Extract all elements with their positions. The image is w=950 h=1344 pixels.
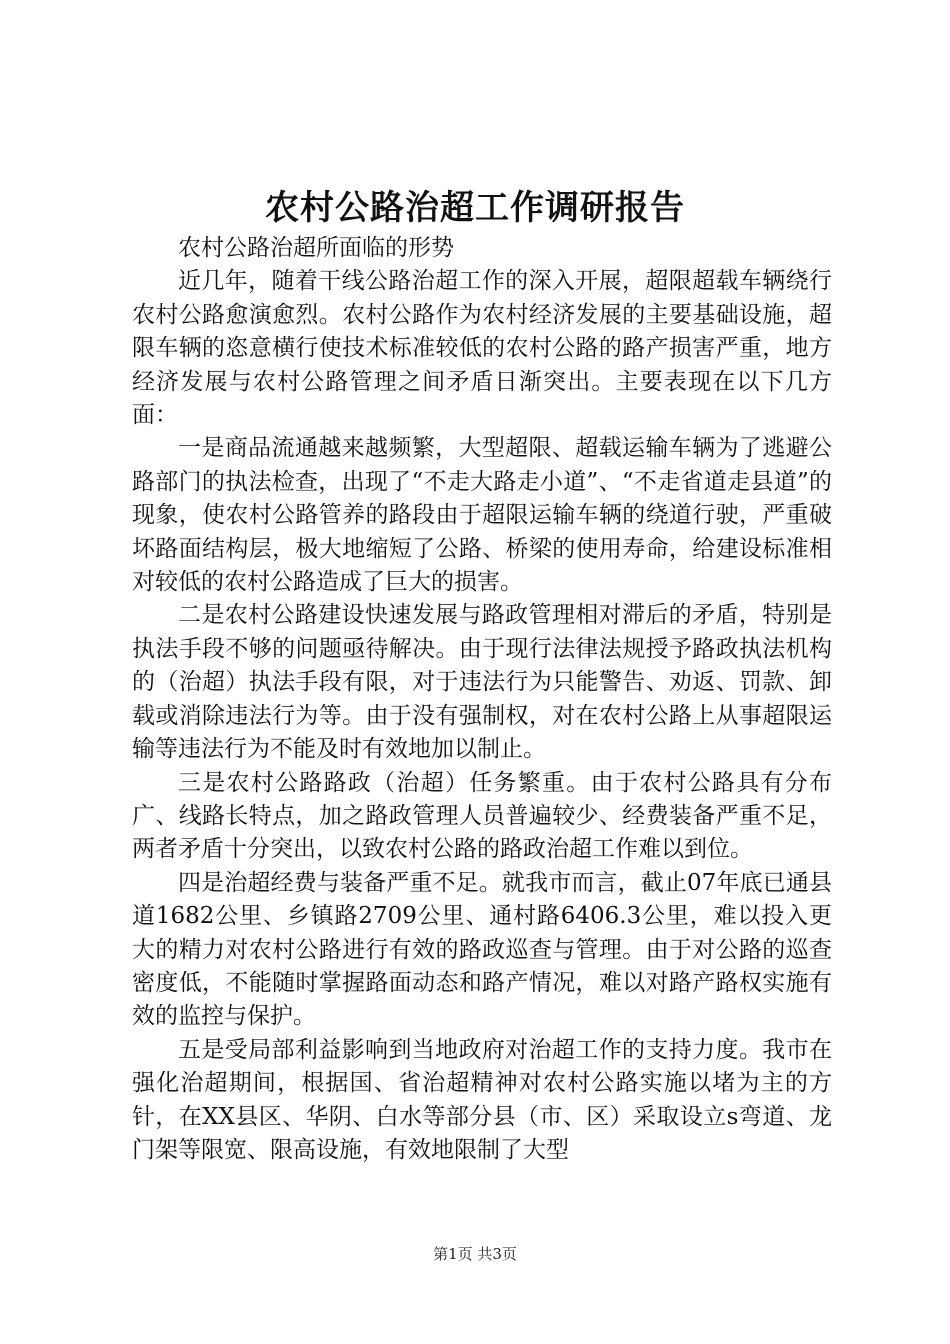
paragraph-point-4: 四是治超经费与装备严重不足。就我市而言，截止07年底已通县道1682公里、乡镇路2709公里、通村路6406.3公里，难以投入更大的精力对农村公路进行有效的路政巡查与管理。由于对公路的巡查密度低，不能随时掌握路面动态和路产情况，难以对路产路权实施有效的监控与保护。 (132, 869, 832, 1030)
paragraph-point-5: 五是受局部利益影响到当地政府对治超工作的支持力度。我市在强化治超期间，根据国、省治超精神对农村公路实施以堵为主的方针，在XX县区、华阴、白水等部分县（市、区）采取设立s弯道、龙门架等限宽、限高设施，有效地限制了大型 (132, 1036, 832, 1163)
document-title: 农村公路治超工作调研报告 (265, 188, 685, 228)
page-number-footer: 第1页 共3页 (433, 1245, 517, 1263)
paragraph-point-2: 二是农村公路建设快速发展与路政管理相对滞后的矛盾，特别是执法手段不够的问题亟待解决。由于现行法律法规授予路政执法机构的（治超）执法手段有限，对于违法行为只能警告、劝返、罚款、卸载或消除违法行为等。由于没有强制权，对在农村公路上从事超限运输等违法行为不能及时有效地加以制止。 (132, 602, 832, 763)
section-heading: 农村公路治超所面临的形势 (178, 235, 454, 261)
paragraph-point-3: 三是农村公路路政（治超）任务繁重。由于农村公路具有分布广、线路长特点，加之路政管理人员普遍较少、经费装备严重不足，两者矛盾十分突出，以致农村公路的路政治超工作难以到位。 (132, 769, 832, 863)
paragraph-intro: 近几年，随着干线公路治超工作的深入开展，超限超载车辆绕行农村公路愈演愈烈。农村公路作为农村经济发展的主要基础设施，超限车辆的恣意横行使技术标准较低的农村公路的路产损害严重，地方经济发展与农村公路管理之间矛盾日渐突出。主要表现在以下几方面： (132, 268, 832, 429)
paragraph-point-1: 一是商品流通越来越频繁，大型超限、超载运输车辆为了逃避公路部门的执法检查，出现了“不走大路走小道”、“不走省道走县道”的现象，使农村公路管养的路段由于超限运输车辆的绕道行驶，严重破坏路面结构层，极大地缩短了公路、桥梁的使用寿命，给建设标准相对较低的农村公路造成了巨大的损害。 (132, 435, 832, 596)
document-body (132, 232, 832, 1167)
